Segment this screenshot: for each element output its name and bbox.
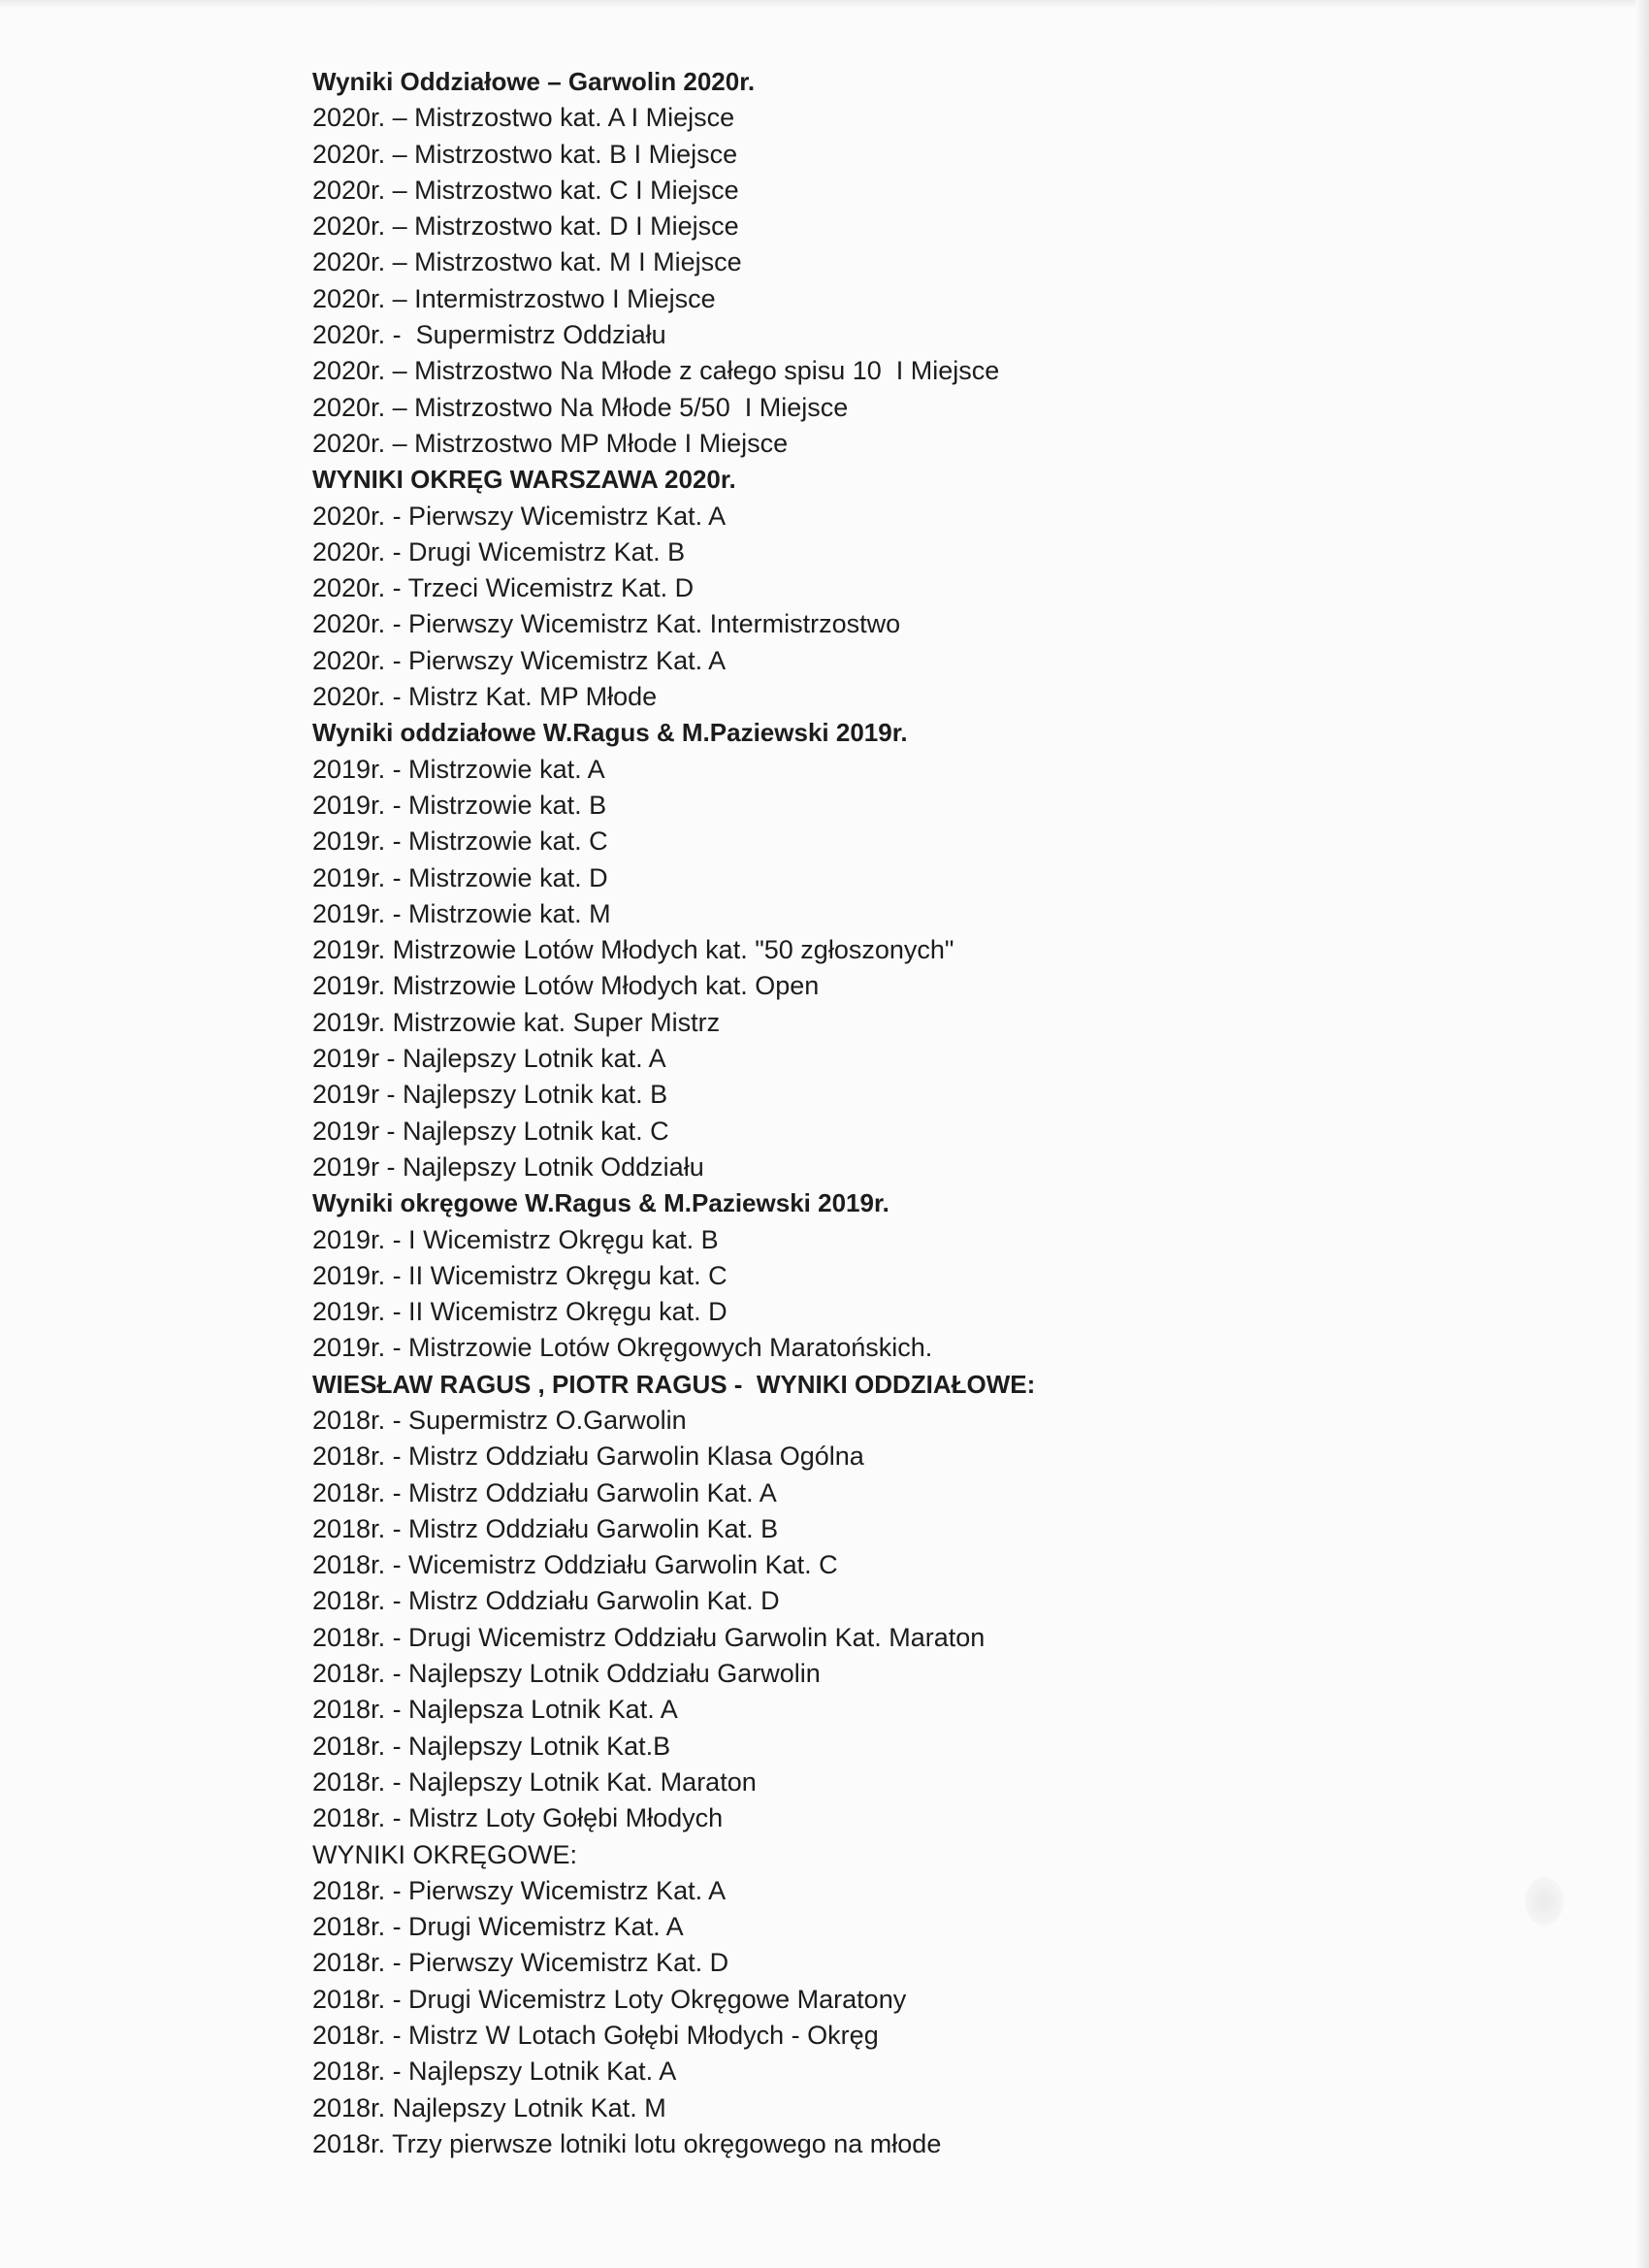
result-line: 2018r. - Pierwszy Wicemistrz Kat. A: [312, 1875, 727, 1905]
result-line: 2018r. - Najlepszy Lotnik Kat.B: [312, 1731, 671, 1761]
result-line: 2018r. - Wicemistrz Oddziału Garwolin Kat. C: [312, 1550, 838, 1580]
result-line: 2019r - Najlepszy Lotnik Oddziału: [312, 1151, 704, 1182]
result-line: 2020r. - Pierwszy Wicemistrz Kat. Intermistrzostwo: [312, 609, 901, 639]
result-line: 2020r. – Mistrzostwo kat. M I Miejsce: [312, 247, 742, 277]
result-line: 2020r. – Intermistrzostwo I Miejsce: [312, 283, 716, 313]
result-line: 2020r. – Mistrzostwo Na Młode 5/50 I Miejsce: [312, 392, 849, 422]
result-line: 2019r. - II Wicemistrz Okręgu kat. D: [312, 1297, 728, 1327]
result-line: 2020r. – Mistrzostwo kat. A I Miejsce: [312, 103, 735, 133]
result-line: 2019r. - Mistrzowie kat. M: [312, 898, 611, 928]
result-line: WYNIKI OKRĘGOWE:: [312, 1839, 578, 1869]
result-line: 2019r. - Mistrzowie kat. C: [312, 826, 608, 857]
result-line: 2018r. - Mistrz Oddziału Garwolin Klasa Ogólna: [312, 1442, 864, 1472]
result-line: 2018r. - Drugi Wicemistrz Loty Okręgowe Maratony: [312, 1984, 907, 2014]
result-line: 2020r. - Trzeci Wicemistrz Kat. D: [312, 573, 695, 603]
result-line: 2018r. - Mistrz Oddziału Garwolin Kat. D: [312, 1586, 780, 1616]
result-line: 2018r. - Supermistrz O.Garwolin: [312, 1405, 687, 1435]
result-line: 2020r. - Pierwszy Wicemistrz Kat. A: [312, 501, 727, 531]
result-line: 2019r. Mistrzowie kat. Super Mistrz: [312, 1007, 721, 1037]
result-line: 2018r. Trzy pierwsze lotniki lotu okręgowego na młode: [312, 2128, 942, 2158]
result-line: 2018r. - Pierwszy Wicemistrz Kat. D: [312, 1948, 729, 1978]
result-line: 2019r. Mistrzowie Lotów Młodych kat. Open: [312, 971, 820, 1001]
result-line: 2020r. - Pierwszy Wicemistrz Kat. A: [312, 645, 727, 675]
result-line: 2020r. – Mistrzostwo kat. B I Miejsce: [312, 139, 738, 169]
result-line: 2020r. - Supermistrz Oddziału: [312, 320, 666, 350]
section-heading: Wyniki Oddziałowe – Garwolin 2020r.: [312, 67, 756, 96]
result-line: 2019r - Najlepszy Lotnik kat. B: [312, 1080, 668, 1110]
result-line: 2019r - Najlepszy Lotnik kat. C: [312, 1116, 669, 1146]
section-heading: WIESŁAW RAGUS , PIOTR RAGUS - WYNIKI ODDZIAŁOWE:: [312, 1369, 1036, 1399]
results-document: [312, 64, 1573, 2162]
scan-edge-right: [1635, 0, 1649, 2268]
result-line: 2020r. – Mistrzostwo kat. D I Miejsce: [312, 211, 739, 242]
section-heading: WYNIKI OKRĘG WARSZAWA 2020r.: [312, 465, 736, 495]
result-line: 2020r. – Mistrzostwo kat. C I Miejsce: [312, 175, 739, 205]
result-line: 2019r. - Mistrzowie kat. B: [312, 790, 607, 820]
result-line: 2020r. – Mistrzostwo MP Młode I Miejsce: [312, 428, 789, 458]
result-line: 2019r. - Mistrzowie kat. A: [312, 754, 605, 784]
result-line: 2019r. - Mistrzowie kat. D: [312, 862, 608, 892]
scan-edge-top: [0, 0, 1649, 8]
result-line: 2018r. - Drugi Wicemistrz Oddziału Garwolin Kat. Maraton: [312, 1622, 986, 1652]
result-line: 2019r. Mistrzowie Lotów Młodych kat. "50 zgłoszonych": [312, 935, 954, 965]
result-line: 2018r. - Mistrz Oddziału Garwolin Kat. A: [312, 1477, 777, 1507]
result-line: 2018r. Najlepszy Lotnik Kat. M: [312, 2092, 666, 2122]
result-line: 2019r. - II Wicemistrz Okręgu kat. C: [312, 1260, 728, 1290]
result-line: 2018r. - Najlepszy Lotnik Oddziału Garwolin: [312, 1659, 821, 1689]
result-line: 2018r. - Mistrz Oddziału Garwolin Kat. B: [312, 1513, 779, 1543]
result-line: 2018r. - Najlepszy Lotnik Kat. A: [312, 2057, 677, 2087]
result-line: 2018r. - Drugi Wicemistrz Kat. A: [312, 1912, 684, 1942]
result-line: 2018r. - Mistrz W Lotach Gołębi Młodych - Okręg: [312, 2021, 879, 2051]
result-line: 2019r. - Mistrzowie Lotów Okręgowych Maratońskich.: [312, 1333, 933, 1363]
result-line: 2018r. - Najlepszy Lotnik Kat. Maraton: [312, 1766, 757, 1797]
section-heading: Wyniki oddziałowe W.Ragus & M.Paziewski 2019r.: [312, 718, 908, 748]
result-line: 2020r. – Mistrzostwo Na Młode z całego spisu 10 I Miejsce: [312, 356, 1000, 386]
section-heading: Wyniki okręgowe W.Ragus & M.Paziewski 2019r.: [312, 1188, 889, 1218]
result-line: 2019r. - I Wicemistrz Okręgu kat. B: [312, 1224, 719, 1254]
result-line: 2020r. - Drugi Wicemistrz Kat. B: [312, 536, 686, 567]
result-line: 2019r - Najlepszy Lotnik kat. A: [312, 1044, 666, 1074]
result-line: 2018r. - Najlepsza Lotnik Kat. A: [312, 1695, 678, 1725]
result-line: 2018r. - Mistrz Loty Gołębi Młodych: [312, 1803, 724, 1833]
result-line: 2020r. - Mistrz Kat. MP Młode: [312, 682, 658, 712]
